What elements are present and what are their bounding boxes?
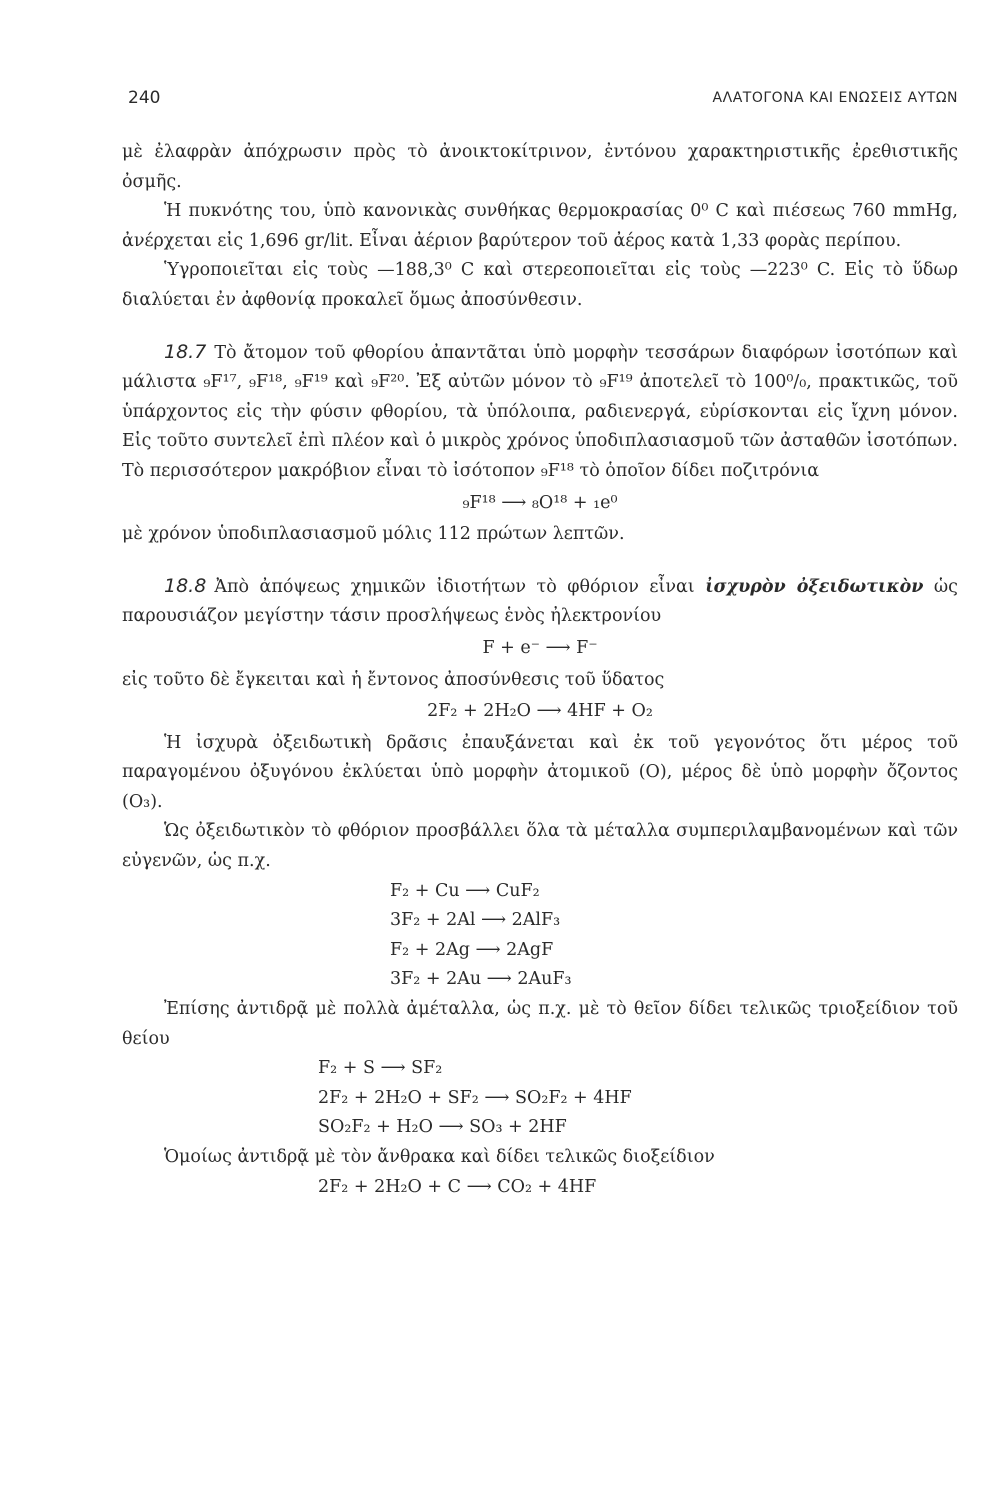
sulfur-equation: F₂ + S ⟶ SF₂ (318, 1058, 443, 1079)
section-18-7: 18.7 Τὸ ἄτομον τοῦ φθορίου ἀπαντᾶται ὑπὸ μορφὴν τεσσάρων διαφόρων ἰσοτόπων καὶ μάλιστα ₉F¹⁷, ₉F¹⁸, ₉F¹⁹ καὶ ₉F²⁰. Ἐξ αὐτῶν μόνον τὸ ₉F¹⁹ ἀποτελεῖ τὸ 100⁰/₀, πρακτικῶς, τοῦ ὑπάρχοντος εἰς τὴν φύσιν φθορίου, τὰ ὑπόλοιπα, ραδιενεργά, εὑρίσκονται εἰς ἴχνη μόνον. Εἰς τοῦτο συντελεῖ ἐπὶ πλέον καὶ ὁ μικρὸς χρόνος ὑποδιπλασιασμοῦ τῶν ἀσταθῶν ἰσοτόπων. Τὸ περισσότερον μακρόβιον εἶναι τὸ ἰσότοπον ₉F¹⁸ τὸ ὁποῖον δίδει ποζιτρόνια (122, 340, 958, 481)
section-number: 18.8 (164, 574, 207, 597)
running-title: ΑΛΑΤΟΓΟΝΑ ΚΑΙ ΕΝΩΣΕΙΣ ΑΥΤΩΝ (712, 90, 958, 106)
carbon-paragraph: Ὁμοίως ἀντιδρᾷ μὲ τὸν ἄνθρακα καὶ δίδει τελικῶς διοξείδιον (164, 1147, 715, 1167)
section-18-8: 18.8 Ἀπὸ ἀπόψεως χημικῶν ἰδιοτήτων τὸ φθόριον εἶναι ἰσχυρὸν ὀξειδωτικὸν ὡς παρουσιάζον μεγίστην τάσιν προσλήψεως ἑνὸς ἠλεκτρονίου (122, 574, 958, 627)
metal-equation: 3F₂ + 2Al ⟶ 2AlF₃ (390, 910, 561, 931)
isotope: ₉F²⁰ (371, 372, 405, 393)
isotope: ₉F¹⁸ (249, 372, 283, 393)
isotope: ₉F¹⁹ (294, 372, 328, 393)
paragraph-color: μὲ ἐλαφρὰν ἀπόχρωσιν πρὸς τὸ ἀνοικτοκίτρινον, ἐντόνου χαρακτηριστικῆς ἐρεθιστικῆς ὀσμῆς. (122, 142, 958, 192)
isotope: ₉F¹⁹ (599, 372, 633, 393)
electron-equation: F + e⁻ ⟶ F⁻ (482, 637, 598, 658)
isotope: ₉F¹⁸ (540, 460, 574, 481)
isotope: ₉F¹⁷ (203, 372, 237, 393)
bold-term: ἰσχυρὸν ὀξειδωτικὸν (705, 576, 924, 597)
metal-equation: F₂ + 2Ag ⟶ 2AgF (390, 939, 554, 960)
metal-equation: F₂ + Cu ⟶ CuF₂ (390, 880, 540, 901)
positron-equation: ₉F¹⁸ ⟶ ₈O¹⁸ + ₁e⁰ (462, 492, 618, 513)
page-header (128, 88, 958, 112)
paragraph-density: Ἡ πυκνότης του, ὑπὸ κανονικὰς συνθήκας θερμοκρασίας 0⁰ C καὶ πιέσεως 760 mmHg, ἀνέρχεται εἰς 1,696 gr/lit. Εἶναι ἀέριον βαρύτερον τοῦ ἀέρος κατὰ 1,33 φορὰς περίπου. (122, 201, 958, 251)
half-life-text: μὲ χρόνον ὑποδιπλασιασμοῦ μόλις 112 πρώτων λεπτῶν. (122, 524, 625, 545)
oxidation-paragraph: Ἡ ἰσχυρὰ ὀξειδωτικὴ δρᾶσις ἐπαυξάνεται καὶ ἐκ τοῦ γεγονότος ὅτι μέρος τοῦ παραγομένου ὀξυγόνου ἐκλύεται ὑπὸ μορφὴν ἀτομικοῦ (O), μέρος δὲ ὑπὸ μορφὴν ὄζοντος (O₃). (122, 732, 958, 812)
page-number: 240 (128, 88, 161, 108)
nonmetals-paragraph: Ἐπίσης ἀντιδρᾷ μὲ πολλὰ ἀμέταλλα, ὡς π.χ. μὲ τὸ θεῖον δίδει τελικῶς τριοξείδιον τοῦ θείου (122, 999, 958, 1049)
water-text: εἰς τοῦτο δὲ ἔγκειται καὶ ἡ ἔντονος ἀποσύνθεσις τοῦ ὕδατος (122, 669, 665, 690)
section-number: 18.7 (164, 340, 207, 363)
sulfur-equation: SO₂F₂ + H₂O ⟶ SO₃ + 2HF (318, 1117, 567, 1138)
paragraph-liquefaction: Ὑγροποιεῖται εἰς τοὺς —188,3⁰ C καὶ στερεοποιεῖται εἰς τοὺς —223⁰ C. Εἰς τὸ ὕδωρ διαλύεται ἐν ἀφθονίᾳ προκαλεῖ ὅμως ἀποσύνθεσιν. (122, 260, 958, 310)
water-equation: 2F₂ + 2H₂O ⟶ 4HF + O₂ (427, 701, 653, 722)
sulfur-equation: 2F₂ + 2H₂O + SF₂ ⟶ SO₂F₂ + 4HF (318, 1087, 632, 1108)
metals-paragraph: Ὡς ὀξειδωτικὸν τὸ φθόριον προσβάλλει ὅλα τὰ μέταλλα συμπεριλαμβανομένων καὶ τῶν εὐγενῶν, ὡς π.χ. (122, 821, 958, 872)
metal-equation: 3F₂ + 2Au ⟶ 2AuF₃ (390, 969, 572, 990)
page-body (122, 138, 958, 1202)
carbon-equation: 2F₂ + 2H₂O + C ⟶ CO₂ + 4HF (318, 1176, 597, 1197)
